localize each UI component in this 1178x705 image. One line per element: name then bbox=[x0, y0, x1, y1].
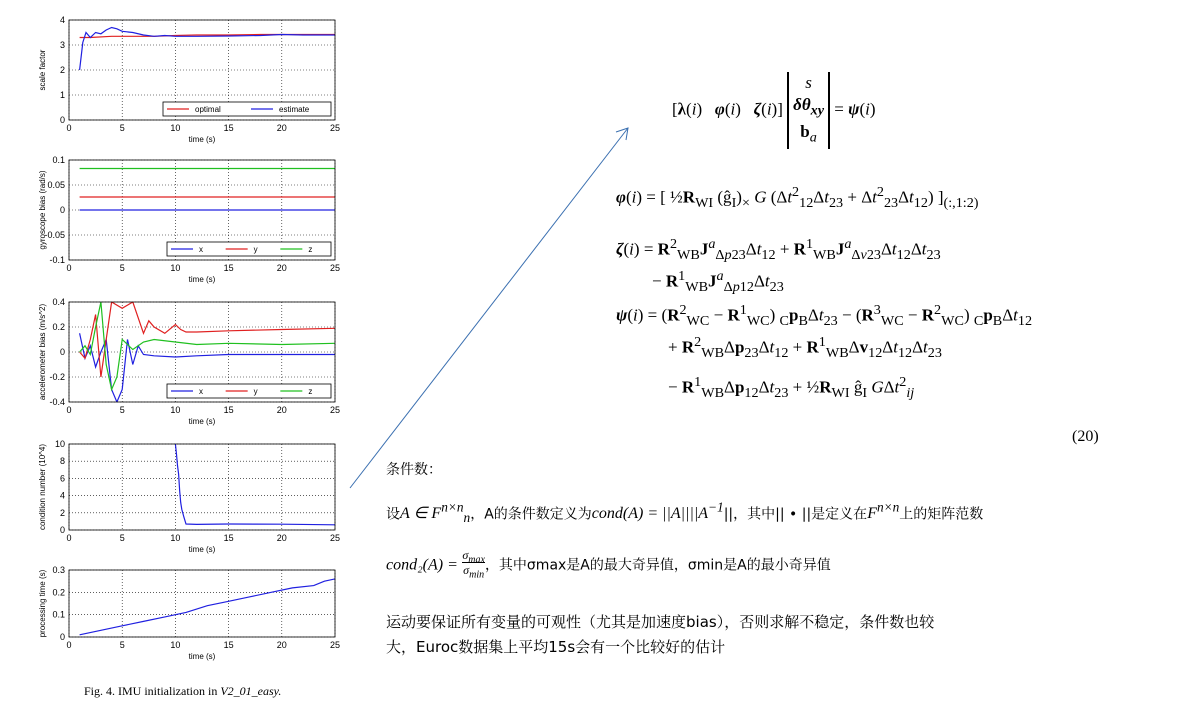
legend-label-z: z bbox=[308, 245, 313, 254]
x-tick-label: 20 bbox=[276, 640, 287, 650]
chart-5 bbox=[38, 565, 340, 661]
x-tick-label: 5 bbox=[119, 405, 125, 415]
y-axis-label: gyroscope bias (rad/s) bbox=[38, 170, 47, 250]
x-axis-label: time (s) bbox=[188, 417, 216, 426]
legend bbox=[167, 384, 331, 398]
y-tick-label: 2 bbox=[59, 65, 65, 75]
x-tick-label: 15 bbox=[223, 123, 234, 133]
legend-label-z: z bbox=[308, 387, 313, 396]
x-tick-label: 5 bbox=[119, 533, 125, 543]
x-tick-label: 10 bbox=[170, 533, 181, 543]
y-tick-label: 0.1 bbox=[52, 155, 65, 165]
x-tick-label: 25 bbox=[329, 405, 341, 415]
condition-number-2norm: cond₂(A) = $\sigma_{max}$ $\sigma_{min}$，其中σmax是A的最大奇异值，σmin是A的最小奇异值 bbox=[386, 548, 831, 581]
series-line-z bbox=[80, 302, 335, 390]
legend-label-x: x bbox=[199, 245, 203, 254]
y-tick-label: 3 bbox=[59, 40, 65, 50]
y-axis-label: condition number (10^4) bbox=[38, 443, 47, 531]
plot-frame bbox=[69, 444, 335, 530]
equation-phi: φ(i) = [ $\frac{1}{2}R_{WI}$ $(ĝ_I)_\times$ G $(\Delta t^2_{12}\Delta t_{23} + \Delta t^2_{23}\Delta t_{12})$ ]$_{(:,1:2)}$ bbox=[616, 184, 979, 212]
y-tick-label: 1 bbox=[59, 90, 65, 100]
x-tick-label: 0 bbox=[66, 405, 72, 415]
y-tick-label: 0.2 bbox=[52, 587, 65, 598]
x-tick-label: 20 bbox=[276, 123, 287, 133]
x-tick-label: 20 bbox=[276, 263, 287, 273]
x-tick-label: 20 bbox=[276, 533, 287, 543]
remark-line-2: 大，Euroc数据集上平均15s会有一个比较好的估计 bbox=[386, 638, 726, 656]
chart-1 bbox=[38, 15, 340, 144]
plot-frame bbox=[69, 570, 335, 637]
y-tick-label: 0 bbox=[59, 115, 65, 125]
x-tick-label: 25 bbox=[329, 533, 341, 543]
y-tick-label: -0.4 bbox=[49, 397, 65, 407]
equation-zeta-line2: − $R^1_{WB}J^a_{\Delta p12}\Delta t_{23}$ bbox=[652, 268, 784, 296]
y-tick-label: 0.05 bbox=[47, 180, 65, 190]
y-tick-label: 0.3 bbox=[52, 565, 65, 575]
y-tick-label: 2 bbox=[59, 507, 65, 518]
y-tick-label: 10 bbox=[54, 439, 65, 449]
x-tick-label: 5 bbox=[119, 263, 125, 273]
y-axis-label: accelerometer bias (m/s^2) bbox=[38, 303, 47, 401]
x-tick-label: 25 bbox=[329, 123, 341, 133]
figure-caption bbox=[84, 684, 281, 699]
x-tick-label: 25 bbox=[329, 640, 341, 650]
caption-dataset: V2_01_easy. bbox=[220, 684, 282, 698]
y-tick-label: -0.2 bbox=[49, 372, 65, 382]
equation-psi-line1: $\psi(i) = (R^2_{WC} - R^1_{WC}) _Cp_B\Delta t_{23} - (R^3_{WC} - R^2_{WC})$ $_Cp_B\Delta t_{12}$ bbox=[616, 302, 1033, 330]
x-axis-label: time (s) bbox=[188, 135, 216, 144]
legend-label-y: y bbox=[253, 387, 258, 396]
y-tick-label: 0 bbox=[59, 347, 65, 357]
y-tick-label: 0.2 bbox=[52, 322, 65, 332]
y-tick-label: 0 bbox=[59, 632, 65, 642]
legend-label-optimal: optimal bbox=[195, 105, 221, 114]
y-axis-label: scale factor bbox=[38, 49, 47, 91]
legend bbox=[163, 102, 331, 116]
equation-system: [λ(i) φ(i) ζ(i)] s $\delta\theta_{xy}$ $b_a = \psi(i)$ bbox=[672, 72, 876, 149]
x-tick-label: 0 bbox=[66, 123, 72, 133]
x-tick-label: 15 bbox=[223, 263, 234, 273]
x-tick-label: 5 bbox=[119, 640, 125, 650]
x-tick-label: 0 bbox=[66, 640, 72, 650]
x-tick-label: 15 bbox=[223, 533, 234, 543]
y-tick-label: 0 bbox=[59, 205, 65, 215]
x-axis-label: time (s) bbox=[188, 545, 216, 554]
chart-2 bbox=[38, 155, 340, 284]
legend-label-x: x bbox=[199, 387, 203, 396]
equation-number: (20) bbox=[1072, 428, 1099, 445]
y-tick-label: 0 bbox=[59, 525, 65, 535]
x-tick-label: 0 bbox=[66, 263, 72, 273]
y-tick-label: 8 bbox=[59, 456, 65, 467]
notes-title: 条件数： bbox=[386, 462, 442, 478]
x-tick-label: 15 bbox=[223, 640, 234, 650]
legend-label-estimate: estimate bbox=[279, 105, 310, 114]
y-tick-label: 6 bbox=[59, 473, 65, 484]
series-line-s1 bbox=[80, 579, 335, 635]
y-tick-label: -0.05 bbox=[44, 230, 65, 240]
y-axis-label: processing time (s) bbox=[38, 569, 47, 638]
x-axis-label: time (s) bbox=[188, 652, 216, 661]
chart-3 bbox=[38, 297, 340, 426]
equation-zeta-line1: $\zeta(i) = R^2_{WB}J^a_{\Delta p23}\Delta t_{12} + R^1_{WB}J^a_{\Delta v23}\Delta t_{12}\Delta t_{23}$ bbox=[616, 236, 941, 264]
arrow-line bbox=[350, 128, 628, 488]
x-tick-label: 10 bbox=[170, 640, 181, 650]
y-tick-label: 4 bbox=[59, 490, 65, 501]
x-tick-label: 10 bbox=[170, 405, 181, 415]
x-tick-label: 15 bbox=[223, 405, 234, 415]
x-tick-label: 0 bbox=[66, 533, 72, 543]
equation-psi-line3: − $R^1_{WB}\Delta p_{12}\Delta t_{23}$ + $\frac{1}{2}R_{WI}$ $ĝ_I$ GΔt$^2_{ij}$ bbox=[668, 374, 915, 402]
x-axis-label: time (s) bbox=[188, 275, 216, 284]
remark bbox=[386, 610, 934, 660]
y-tick-label: -0.1 bbox=[49, 255, 65, 265]
y-tick-label: 0.1 bbox=[52, 609, 65, 620]
caption-text: IMU initialization in bbox=[118, 684, 218, 698]
x-tick-label: 20 bbox=[276, 405, 287, 415]
remark-line-1: 运动要保证所有变量的可观性（尤其是加速度bias），否则求解不稳定，条件数也较 bbox=[386, 613, 935, 631]
x-tick-label: 5 bbox=[119, 123, 125, 133]
y-tick-label: 4 bbox=[59, 15, 65, 25]
annotation-arrow bbox=[350, 128, 628, 488]
caption-label: Fig. 4. bbox=[84, 684, 116, 698]
equation-psi-line2: + $R^2_{WB}\Delta p_{23}\Delta t_{12} + R^1_{WB}\Delta v_{12}\Delta t_{12}\Delta t_{23}$ bbox=[668, 334, 942, 362]
legend bbox=[167, 242, 331, 256]
y-tick-label: 0.4 bbox=[52, 297, 65, 307]
chart-4 bbox=[38, 439, 340, 554]
x-tick-label: 25 bbox=[329, 263, 341, 273]
x-tick-label: 10 bbox=[170, 263, 181, 273]
legend-label-y: y bbox=[253, 245, 258, 254]
x-tick-label: 10 bbox=[170, 123, 181, 133]
condition-number-definition: 设A ∈ $F^{n\times n}_n$，A的条件数定义为cond(A) = $||A||||A^{-1}||$，其中|| • ||是定义在$F^{n\times n}$上的矩阵范数 bbox=[386, 500, 984, 526]
series-line-estimate bbox=[80, 28, 335, 71]
